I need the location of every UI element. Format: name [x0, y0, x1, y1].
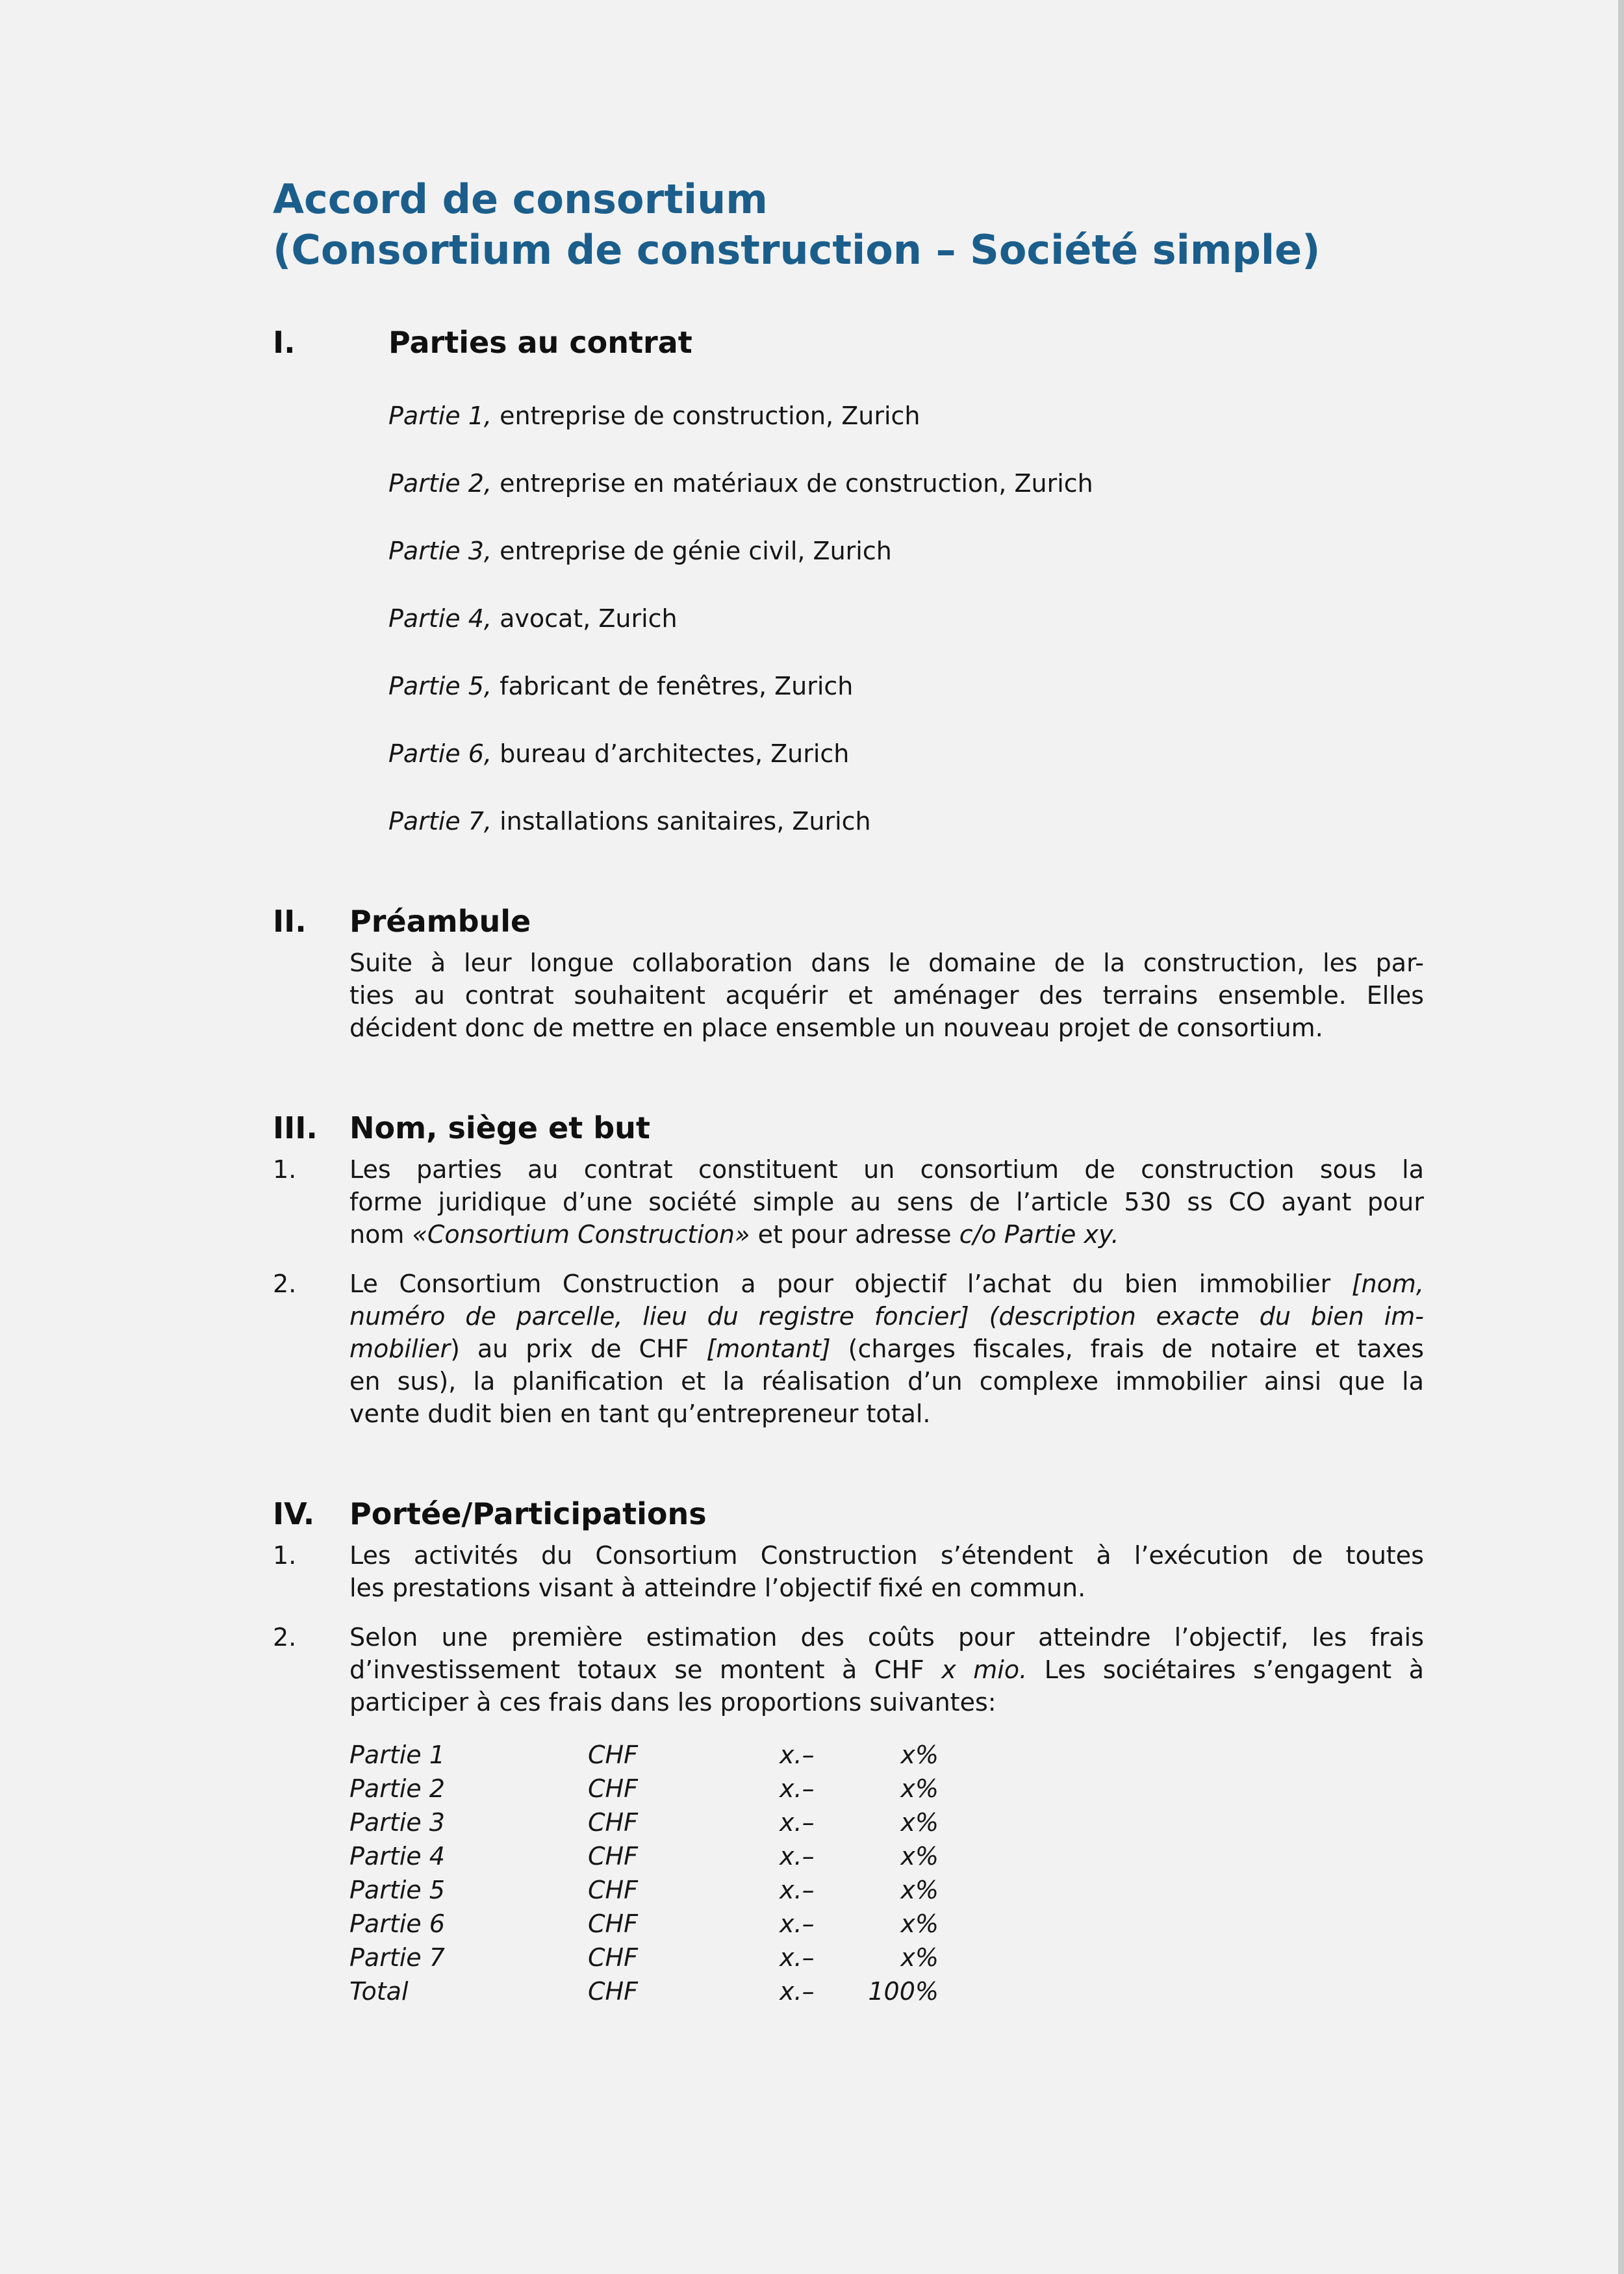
text-line: [388, 467, 1424, 500]
text-segment: ties au contrat souhaitent acquérir et aménager des terrains ensemble. Elles: [349, 981, 1424, 1010]
text-line: [349, 1365, 1424, 1398]
text-line: [388, 670, 1424, 702]
table-row: [349, 1873, 1424, 1907]
section-title: Préambule: [349, 904, 531, 939]
participation-table: [349, 1738, 1424, 2008]
table-row: [349, 1806, 1424, 1839]
table-row: [349, 1974, 1424, 2008]
section-nom-siege-et-but: [273, 1109, 1424, 1430]
text-line: [349, 1686, 1424, 1718]
section-heading: [273, 1109, 1424, 1147]
table-cell: CHF: [588, 1808, 638, 1837]
text-segment: Les sociétaires s’engagent à: [1027, 1655, 1424, 1684]
text-line: [349, 1398, 1424, 1430]
text-segment: entreprise de génie civil, Zurich: [492, 537, 892, 565]
section-number: I.: [273, 325, 296, 360]
text-line: [349, 1218, 1424, 1251]
item-body: [349, 1153, 1424, 1251]
table-cell: Partie 7: [349, 1943, 445, 1972]
table-cell: x.–: [780, 1741, 815, 1769]
text-segment: forme juridique d’une société simple au sens de l’article 530 ss CO ayant pour: [349, 1188, 1424, 1216]
italic-text-segment: x mio.: [941, 1655, 1028, 1684]
numbered-item: [273, 1621, 1424, 1718]
text-segment: Les parties au contrat constituent un consortium de construction sous la: [349, 1155, 1424, 1184]
italic-text-segment: Partie 6,: [388, 739, 492, 768]
section-heading: [273, 324, 1424, 361]
text-line: [349, 1268, 1424, 1300]
text-segment: vente dudit bien en tant qu’entrepreneur total.: [349, 1399, 931, 1428]
table-cell: x.–: [780, 1943, 815, 1972]
table-cell: x.–: [780, 1876, 815, 1904]
section-heading: [273, 1495, 1424, 1533]
text-segment: (charges fiscales, frais de notaire et taxes: [830, 1335, 1424, 1363]
table-row: [349, 1738, 1424, 1772]
text-line: [349, 1621, 1424, 1654]
title-line-2: (Consortium de construction – Société simple): [273, 226, 1321, 274]
item-body: [349, 1621, 1424, 1718]
section-heading: [273, 902, 1424, 940]
italic-text-segment: Partie 5,: [388, 672, 492, 700]
text-line: [349, 1572, 1424, 1604]
italic-text-segment: «Consortium Construction»: [412, 1220, 750, 1249]
table-cell: x%: [900, 1808, 939, 1837]
text-line: [349, 1539, 1424, 1572]
table-cell: x%: [900, 1943, 939, 1972]
text-line: [388, 737, 1424, 770]
table-row: [349, 1772, 1424, 1806]
text-line: [349, 979, 1424, 1012]
text-segment: les prestations visant à atteindre l’objectif fixé en commun.: [349, 1574, 1086, 1602]
table-cell: x.–: [780, 1774, 815, 1803]
section-preambule: [273, 902, 1424, 1044]
table-cell: Partie 3: [349, 1808, 445, 1837]
text-segment: bureau d’architectes, Zurich: [492, 739, 850, 768]
numbered-item: [273, 1153, 1424, 1251]
italic-text-segment: [montant]: [706, 1335, 831, 1363]
text-segment: Suite à leur longue collaboration dans le domaine de la construction, les par-: [349, 949, 1424, 977]
text-segment: Selon une première estimation des coûts pour atteindre l’objectif, les frais: [349, 1623, 1424, 1652]
paragraph: [349, 947, 1424, 1044]
table-cell: x.–: [780, 1842, 815, 1871]
text-line: [388, 805, 1424, 837]
italic-text-segment: Partie 3,: [388, 537, 492, 565]
italic-text-segment: Partie 4,: [388, 604, 492, 633]
table-cell: x%: [900, 1910, 939, 1938]
text-line: [388, 400, 1424, 432]
section-number: II.: [273, 904, 307, 939]
section-portee-participations: [273, 1495, 1424, 2008]
item-number: 1.: [273, 1541, 297, 1570]
table-cell: Partie 2: [349, 1774, 445, 1803]
italic-text-segment: Partie 7,: [388, 807, 492, 836]
table-cell: Partie 1: [349, 1741, 445, 1769]
text-segment: fabricant de fenêtres, Zurich: [492, 672, 854, 700]
section-title: Parties au contrat: [388, 325, 692, 360]
table-cell: Partie 6: [349, 1910, 445, 1938]
text-segment: participer à ces frais dans les proportions suivantes:: [349, 1688, 996, 1717]
text-segment: décident donc de mettre en place ensemble un nouveau projet de consortium.: [349, 1014, 1323, 1042]
text-segment: nom: [349, 1220, 412, 1249]
text-segment: et pour adresse: [750, 1220, 959, 1249]
text-segment: Les activités du Consortium Construction s’étendent à l’exécution de toutes: [349, 1541, 1424, 1570]
text-line: [349, 1012, 1424, 1044]
table-row: [349, 1941, 1424, 1974]
text-line: [388, 535, 1424, 567]
italic-text-segment: [nom,: [1351, 1270, 1424, 1298]
text-segment: ) au prix de CHF: [450, 1335, 707, 1363]
table-cell: x.–: [780, 1910, 815, 1938]
table-cell: CHF: [588, 1977, 638, 2006]
text-segment: entreprise de construction, Zurich: [492, 402, 920, 430]
table-cell: x.–: [780, 1808, 815, 1837]
table-cell: CHF: [588, 1741, 638, 1769]
italic-text-segment: c/o Partie xy.: [959, 1220, 1119, 1249]
table-cell: CHF: [588, 1842, 638, 1871]
document-content: [273, 174, 1424, 2008]
text-line: [349, 1333, 1424, 1365]
item-body: [349, 1539, 1424, 1604]
item-number: 2.: [273, 1623, 297, 1652]
text-line: [349, 1186, 1424, 1218]
numbered-item: [273, 1268, 1424, 1430]
text-line: [388, 602, 1424, 635]
table-cell: CHF: [588, 1876, 638, 1904]
section-number: III.: [273, 1110, 318, 1145]
italic-text-segment: numéro de parcelle, lieu du registre foncier] (description exacte du bien im-: [349, 1302, 1424, 1331]
item-number: 2.: [273, 1270, 297, 1298]
table-cell: x%: [900, 1842, 939, 1871]
text-segment: entreprise en matériaux de construction, Zurich: [492, 469, 1093, 498]
table-row: [349, 1839, 1424, 1873]
table-cell: CHF: [588, 1774, 638, 1803]
text-line: [349, 1654, 1424, 1686]
table-cell: x%: [900, 1741, 939, 1769]
table-cell: Total: [349, 1977, 409, 2006]
section-title: Nom, siège et but: [349, 1110, 650, 1145]
section-parties-au-contrat: [273, 324, 1424, 837]
text-segment: installations sanitaires, Zurich: [492, 807, 871, 836]
italic-text-segment: Partie 1,: [388, 402, 492, 430]
table-row: [349, 1907, 1424, 1941]
text-segment: Le Consortium Construction a pour objectif l’achat du bien immobilier: [349, 1270, 1352, 1298]
item-body: [349, 1268, 1424, 1430]
table-cell: CHF: [588, 1910, 638, 1938]
section-title: Portée/Participations: [349, 1496, 707, 1531]
document-title: [273, 174, 1424, 275]
text-line: [349, 947, 1424, 979]
table-cell: x%: [900, 1876, 939, 1904]
table-cell: Partie 4: [349, 1842, 445, 1871]
table-cell: Partie 5: [349, 1876, 445, 1904]
text-segment: en sus), la planification et la réalisation d’un complexe immobilier ainsi que la: [349, 1367, 1424, 1396]
text-line: [349, 1300, 1424, 1333]
page-right-edge: [1618, 0, 1624, 2274]
table-cell: x.–: [780, 1977, 815, 2006]
party-list: [388, 400, 1424, 837]
item-number: 1.: [273, 1155, 297, 1184]
text-segment: d’investissement totaux se montent à CHF: [349, 1655, 942, 1684]
numbered-item: [273, 1539, 1424, 1604]
text-line: [349, 1153, 1424, 1186]
table-cell: 100%: [868, 1977, 939, 2006]
italic-text-segment: Partie 2,: [388, 469, 492, 498]
table-cell: CHF: [588, 1943, 638, 1972]
text-segment: avocat, Zurich: [492, 604, 678, 633]
table-cell: x%: [900, 1774, 939, 1803]
italic-text-segment: mobilier: [349, 1335, 451, 1363]
title-line-1: Accord de consortium: [273, 175, 768, 223]
section-number: IV.: [273, 1496, 315, 1531]
